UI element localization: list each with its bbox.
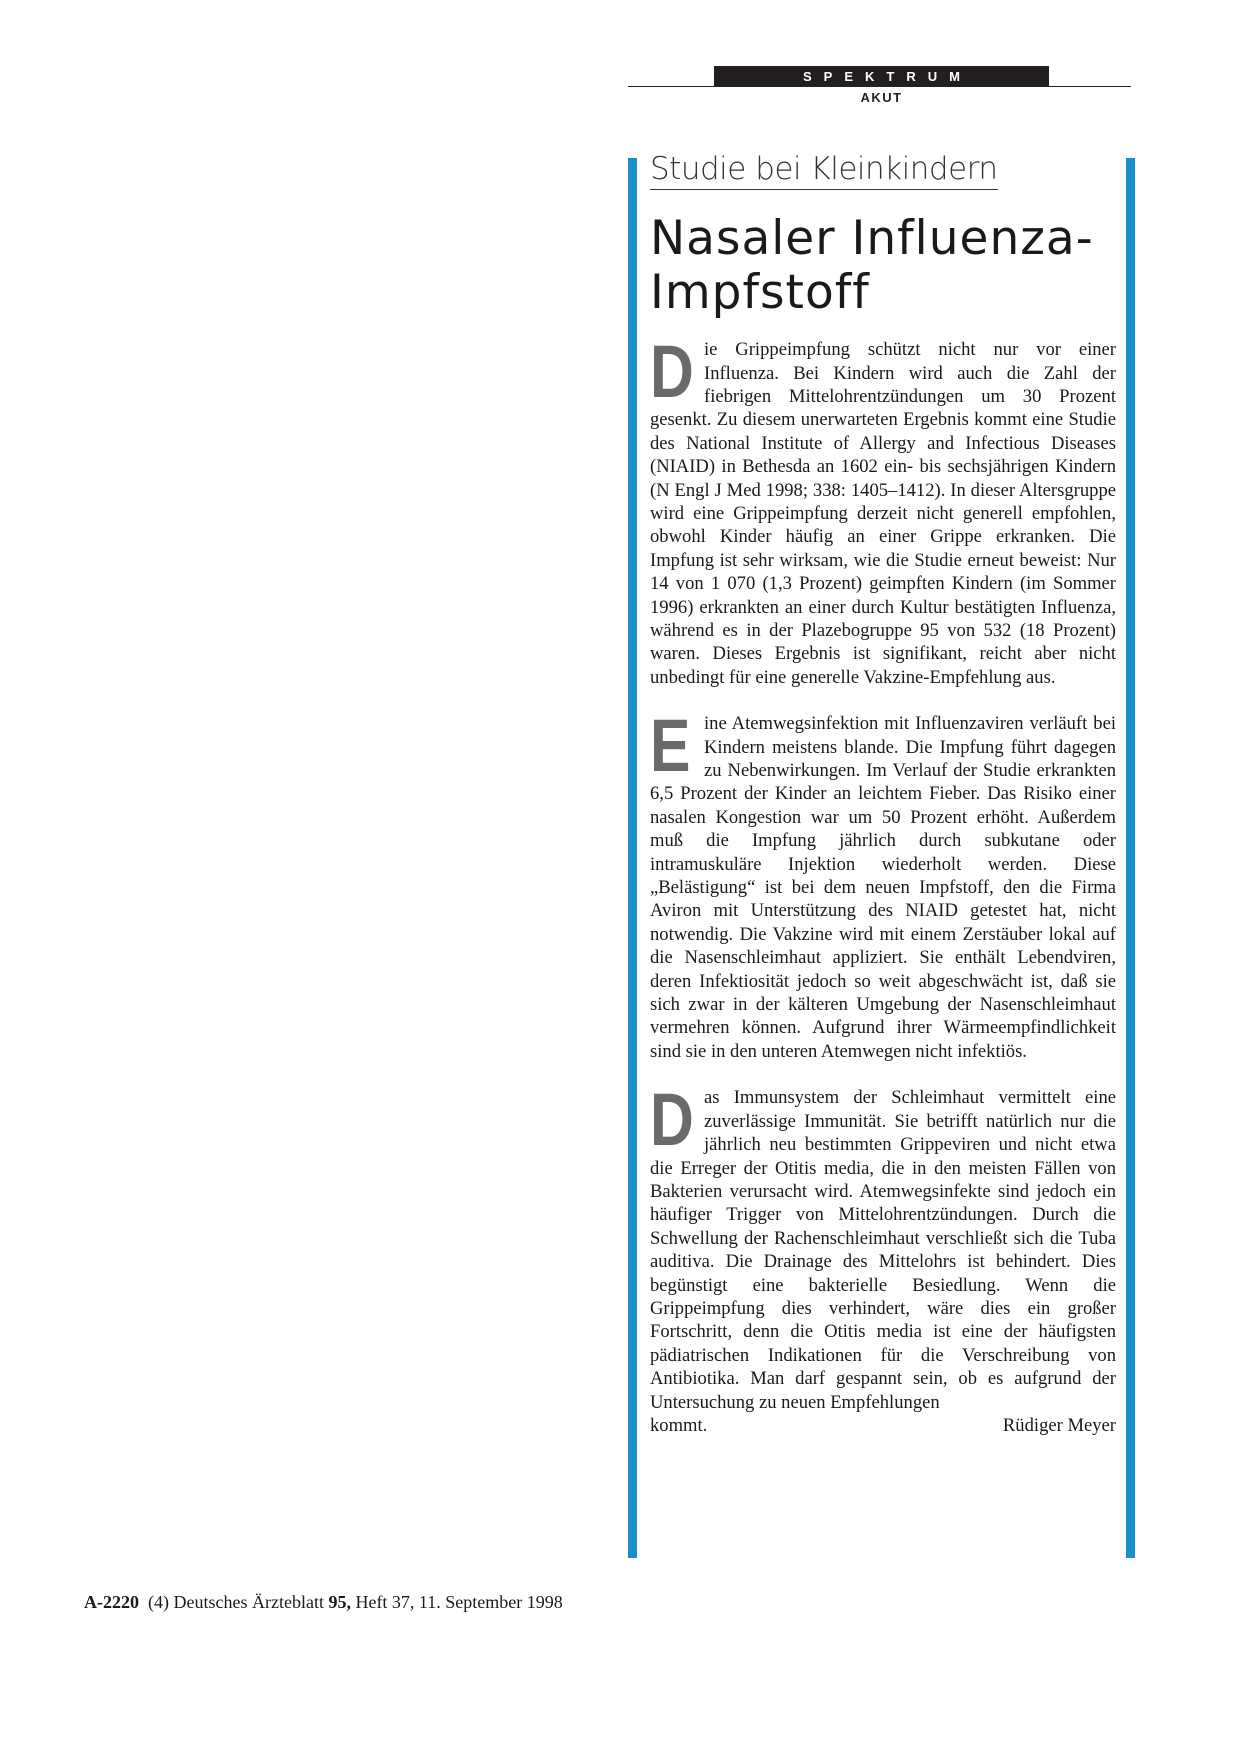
accent-bar-left [628, 158, 637, 1558]
closing-line [650, 1414, 1116, 1437]
closing-word: kommt. [650, 1414, 708, 1436]
author: Rüdiger Meyer [1002, 1414, 1116, 1436]
page-number: (4) [148, 1592, 169, 1612]
journal-name: Deutsches Ärzteblatt [173, 1592, 324, 1612]
headline-line-2: Impfstoff [650, 265, 870, 321]
dropcap: E [650, 704, 691, 788]
headline-line-1: Nasaler Influenza- [650, 211, 1094, 267]
section-label: SPEKTRUM [714, 66, 1049, 86]
paragraph-text: as Immunsystem der Schleimhaut vermittelt eine zuverlässige Immunität. Sie betrifft natürlich nur die jährlich neu bestimmten Grippeviren und nicht etwa die Erreger der Otitis media, die in den meisten Fällen von Bakterien verursacht wird. Atemwegsinfekte sind jedoch ein häufiger Trigger von Mittelohrentzündungen. Durch die Schwellung der Rachenschleimhaut verschließt sich die Tuba auditiva. Die Drainage des Mittelohrs ist behindert. Dies begünstigt eine bakterielle Besiedlung. Wenn die Grippeimpfung dies verhindert, wäre dies ein großer Fortschritt, denn die Otitis media ist eine der häufigsten pädiatrischen Indikationen für die Verschreibung von Antibiotika. Man darf gespannt sein, ob es aufgrund der Untersuchung zu neuen Empfehlungen [650, 1087, 1116, 1413]
subsection-label: AKUT [860, 90, 903, 105]
article [650, 152, 1116, 1437]
article-kicker: Studie bei Kleinkindern [650, 152, 998, 190]
page-footer [84, 1592, 563, 1613]
page-id: A-2220 [84, 1592, 139, 1612]
issue-date: Heft 37, 11. September 1998 [355, 1592, 563, 1612]
paragraph-2 [650, 704, 1116, 1063]
header-rule [628, 86, 1131, 87]
accent-bar-right [1126, 158, 1135, 1558]
paragraph-3 [650, 1078, 1116, 1414]
article-headline [650, 212, 1116, 320]
volume: 95, [328, 1592, 351, 1612]
dropcap: D [650, 1078, 694, 1162]
paragraph-1 [650, 330, 1116, 689]
paragraph-text: ie Grippeimpfung schützt nicht nur vor einer Influenza. Bei Kindern wird auch die Zahl der fiebrigen Mittelohrentzündungen um 30 Prozent gesenkt. Zu diesem unerwarteten Ergebnis kommt eine Studie des National Institute of Allergy and Infectious Diseases (NIAID) in Bethesda an 1602 ein- bis sechsjährigen Kindern (N Engl J Med 1998; 338: 1405–1412). In dieser Altersgruppe wird eine Grippeimpfung derzeit nicht generell empfohlen, obwohl Kinder häufig an einer Grippe erkranken. Die Impfung ist sehr wirksam, wie die Studie erneut beweist: Nur 14 von 1 070 (1,3 Prozent) geimpften Kindern (im Sommer 1996) erkrankten an einer durch Kultur bestätigten Influenza, während es in der Plazebogruppe 95 von 532 (18 Prozent) waren. Dieses Ergebnis ist signifikant, reicht aber nicht unbedingt für eine generelle Vakzine-Empfehlung aus. [650, 339, 1116, 688]
paragraph-text: ine Atemwegsinfektion mit Influenzaviren verläuft bei Kindern meistens blande. Die Impfung führt dagegen zu Nebenwirkungen. Im Verlauf der Studie erkrankten 6,5 Prozent der Kinder an leichtem Fieber. Das Risiko einer nasalen Kongestion war um 50 Prozent erhöht. Außerdem muß die Impfung jährlich durch subkutane oder intramuskuläre Injektion wiederholt werden. Diese „Belästigung“ ist bei dem neuen Impfstoff, den die Firma Aviron mit Unterstützung des NIAID getestet hat, nicht notwendig. Die Vakzine wird mit einem Zerstäuber lokal auf die Nasenschleimhaut appliziert. Sie enthält Lebendviren, deren Infektiosität jedoch so weit abgeschwächt ist, daß sie sich zwar in der kälteren Umgebung der Nasenschleimhaut vermehren können. Aufgrund ihrer Wärmeempfindlichkeit sind sie in den unteren Atemwegen nicht infektiös. [650, 713, 1116, 1062]
dropcap: D [650, 330, 694, 414]
